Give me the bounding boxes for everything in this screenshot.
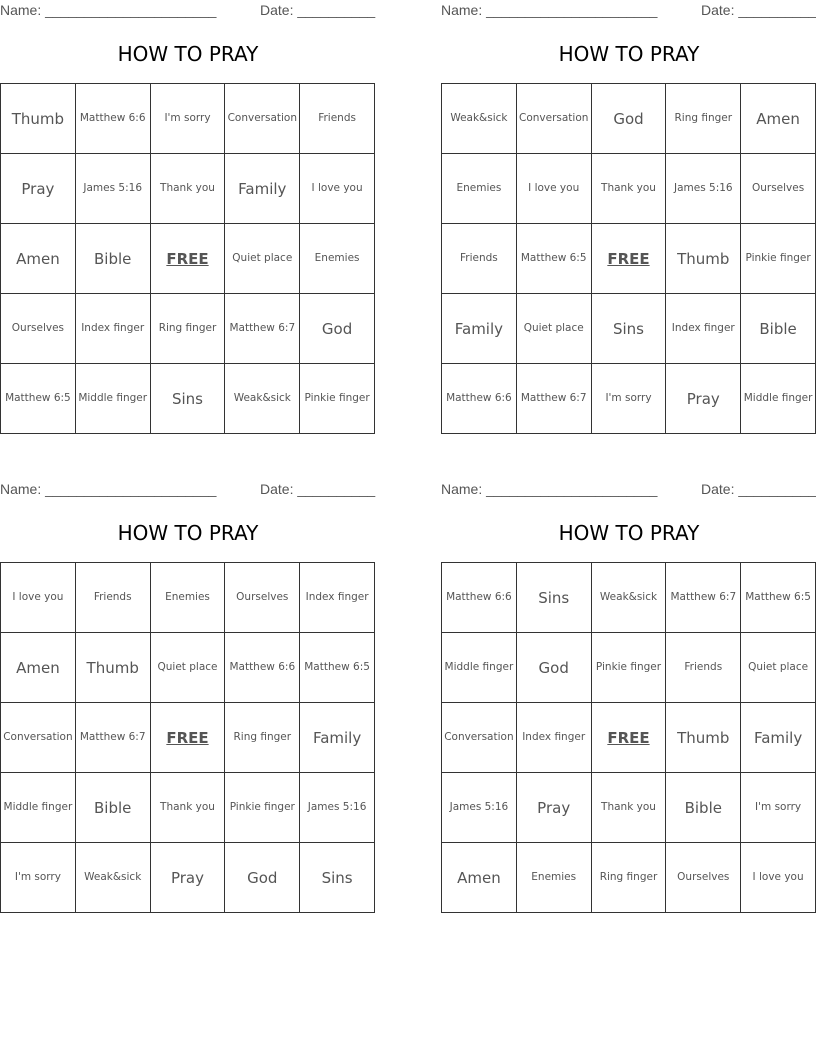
- bingo-cell: Enemies: [151, 563, 226, 633]
- bingo-cell: Friends: [442, 224, 517, 294]
- bingo-cell: Pray: [517, 773, 592, 843]
- bingo-cell: Pray: [151, 843, 226, 913]
- bingo-cell: Thumb: [666, 703, 741, 773]
- name-field: Name: ______________________: [0, 2, 217, 18]
- bingo-cell: Matthew 6:5: [517, 224, 592, 294]
- bingo-cell: I love you: [1, 563, 76, 633]
- bingo-cell: Matthew 6:7: [666, 563, 741, 633]
- bingo-cell: Conversation: [517, 84, 592, 154]
- free-space-cell: FREE: [592, 224, 667, 294]
- bingo-cell: Thank you: [151, 154, 226, 224]
- bingo-cell: Conversation: [225, 84, 300, 154]
- bingo-cell: Pinkie finger: [741, 224, 816, 294]
- bingo-cell: Index finger: [300, 563, 375, 633]
- bingo-cell: Quiet place: [151, 633, 226, 703]
- bingo-grid: [0, 83, 375, 434]
- bingo-cell: I love you: [741, 843, 816, 913]
- bingo-cell: I love you: [300, 154, 375, 224]
- bingo-cell: Family: [225, 154, 300, 224]
- bingo-cell: Friends: [76, 563, 151, 633]
- bingo-cell: Thank you: [592, 773, 667, 843]
- bingo-cell: Ring finger: [666, 84, 741, 154]
- bingo-cell: Matthew 6:7: [76, 703, 151, 773]
- bingo-cell: Weak&sick: [225, 364, 300, 434]
- bingo-cell: Index finger: [517, 703, 592, 773]
- bingo-cell: Sins: [517, 563, 592, 633]
- bingo-cell: Pinkie finger: [300, 364, 375, 434]
- bingo-cell: Matthew 6:7: [225, 294, 300, 364]
- bingo-cell: James 5:16: [666, 154, 741, 224]
- name-date-row: [0, 481, 376, 499]
- name-field: Name: ______________________: [0, 481, 217, 497]
- bingo-cell: I'm sorry: [1, 843, 76, 913]
- bingo-cell: Ourselves: [225, 563, 300, 633]
- bingo-cell: Ourselves: [741, 154, 816, 224]
- bingo-cell: Middle finger: [1, 773, 76, 843]
- bingo-cell: Amen: [1, 224, 76, 294]
- free-space-cell: FREE: [592, 703, 667, 773]
- bingo-cell: Matthew 6:5: [741, 563, 816, 633]
- bingo-cell: Bible: [741, 294, 816, 364]
- free-space-cell: FREE: [151, 224, 226, 294]
- bingo-cell: Enemies: [442, 154, 517, 224]
- bingo-cell: Matthew 6:7: [517, 364, 592, 434]
- bingo-cell: Sins: [592, 294, 667, 364]
- bingo-grid: [441, 562, 816, 913]
- name-date-row: [441, 2, 816, 20]
- bingo-cell: Quiet place: [225, 224, 300, 294]
- bingo-cell: Index finger: [76, 294, 151, 364]
- bingo-cell: Amen: [741, 84, 816, 154]
- bingo-cell: Conversation: [1, 703, 76, 773]
- bingo-grid: [0, 562, 375, 913]
- bingo-cell: James 5:16: [76, 154, 151, 224]
- bingo-cell: I'm sorry: [741, 773, 816, 843]
- bingo-cell: God: [225, 843, 300, 913]
- bingo-cell: Family: [741, 703, 816, 773]
- bingo-cell: Matthew 6:5: [300, 633, 375, 703]
- bingo-cell: Enemies: [517, 843, 592, 913]
- bingo-cell: Thumb: [1, 84, 76, 154]
- card-title: HOW TO PRAY: [558, 42, 700, 66]
- bingo-cell: Weak&sick: [442, 84, 517, 154]
- bingo-cell: Pray: [666, 364, 741, 434]
- bingo-cell: Pinkie finger: [225, 773, 300, 843]
- date-field: Date: __________: [260, 481, 376, 497]
- bingo-cell: Sins: [151, 364, 226, 434]
- card-title: HOW TO PRAY: [558, 521, 700, 545]
- bingo-cell: Friends: [300, 84, 375, 154]
- bingo-cell: Middle finger: [741, 364, 816, 434]
- free-space-cell: FREE: [151, 703, 226, 773]
- bingo-cell: Pray: [1, 154, 76, 224]
- bingo-cell: God: [517, 633, 592, 703]
- bingo-cell: Ring finger: [151, 294, 226, 364]
- bingo-cell: Matthew 6:6: [442, 364, 517, 434]
- bingo-cell: Bible: [76, 773, 151, 843]
- bingo-cell: James 5:16: [442, 773, 517, 843]
- bingo-cell: Thank you: [592, 154, 667, 224]
- card-title: HOW TO PRAY: [117, 42, 259, 66]
- bingo-cell: Pinkie finger: [592, 633, 667, 703]
- date-field: Date: __________: [701, 2, 816, 18]
- date-field: Date: __________: [701, 481, 816, 497]
- name-date-row: [0, 2, 376, 20]
- bingo-cell: Family: [442, 294, 517, 364]
- bingo-cell: I'm sorry: [592, 364, 667, 434]
- bingo-cell: Amen: [1, 633, 76, 703]
- bingo-grid: [441, 83, 816, 434]
- bingo-cell: Thumb: [76, 633, 151, 703]
- bingo-cell: God: [592, 84, 667, 154]
- bingo-cell: Bible: [76, 224, 151, 294]
- card-title: HOW TO PRAY: [117, 521, 259, 545]
- bingo-cell: Quiet place: [517, 294, 592, 364]
- bingo-cell: Family: [300, 703, 375, 773]
- bingo-cell: Ourselves: [666, 843, 741, 913]
- name-field: Name: ______________________: [441, 481, 658, 497]
- name-date-row: [441, 481, 816, 499]
- bingo-cell: Enemies: [300, 224, 375, 294]
- bingo-cell: Quiet place: [741, 633, 816, 703]
- bingo-cell: Matthew 6:5: [1, 364, 76, 434]
- bingo-cell: Matthew 6:6: [225, 633, 300, 703]
- bingo-cell: Middle finger: [76, 364, 151, 434]
- name-field: Name: ______________________: [441, 2, 658, 18]
- bingo-cell: Conversation: [442, 703, 517, 773]
- bingo-cell: Ring finger: [592, 843, 667, 913]
- bingo-cell: Index finger: [666, 294, 741, 364]
- date-field: Date: __________: [260, 2, 376, 18]
- bingo-cell: Weak&sick: [592, 563, 667, 633]
- bingo-cell: Weak&sick: [76, 843, 151, 913]
- bingo-cell: God: [300, 294, 375, 364]
- bingo-cell: Matthew 6:6: [76, 84, 151, 154]
- bingo-cell: James 5:16: [300, 773, 375, 843]
- bingo-cell: Sins: [300, 843, 375, 913]
- bingo-cell: Friends: [666, 633, 741, 703]
- bingo-cell: Amen: [442, 843, 517, 913]
- bingo-cell: I'm sorry: [151, 84, 226, 154]
- bingo-cell: Ring finger: [225, 703, 300, 773]
- bingo-cell: Matthew 6:6: [442, 563, 517, 633]
- bingo-cell: Thank you: [151, 773, 226, 843]
- bingo-cell: Middle finger: [442, 633, 517, 703]
- bingo-cell: I love you: [517, 154, 592, 224]
- bingo-cell: Bible: [666, 773, 741, 843]
- bingo-cell: Thumb: [666, 224, 741, 294]
- bingo-cell: Ourselves: [1, 294, 76, 364]
